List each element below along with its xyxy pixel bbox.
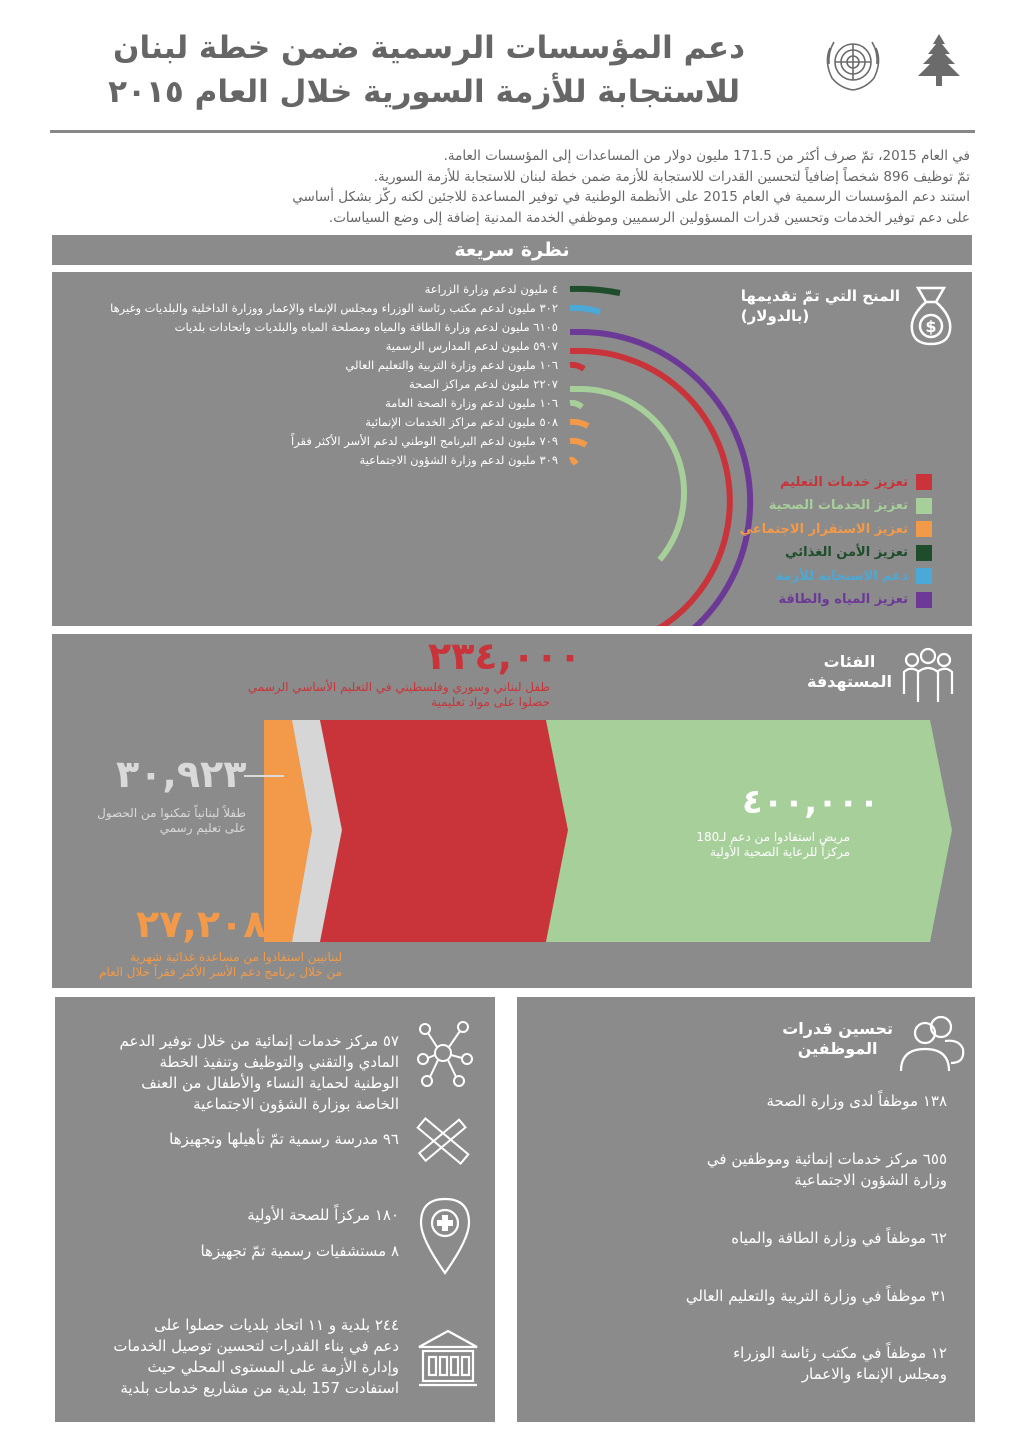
service-item-municipalities: [113, 1315, 399, 1399]
grant-bar: [570, 460, 576, 464]
legend-label: دعم الاستجابة للأزمة: [775, 568, 908, 584]
legend-swatch: [916, 568, 932, 584]
lebanese-children-line1: طفلاً لبنانياً تمكنوا من الحصول: [97, 806, 246, 820]
grant-label: ٣٠٩ مليون لدعم وزارة الشؤون الاجتماعية: [359, 453, 558, 467]
intro-paragraph: [55, 146, 970, 228]
grant-bar: [570, 403, 582, 407]
grant-bar: [570, 308, 600, 312]
food-number: ٢٧,٢٠٨: [136, 902, 267, 946]
staff-heading-line1: تحسين قدرات: [782, 1019, 893, 1038]
legend-item: [769, 498, 932, 514]
grants-heading-line1: المنح التي تمّ تقديمها: [740, 287, 900, 305]
legend-item: [776, 568, 932, 584]
children-caption: [170, 680, 550, 710]
children-caption-line1: طفل لبناني وسوري وفلسطيني في التعليم الأساسي الرسمي: [247, 680, 550, 694]
staff-item-pm-office: [733, 1343, 947, 1385]
legend-label: تعزيز خدمات التعليم: [780, 474, 908, 490]
service-line: الوطنية لحماية النساء والأطفال من العنف: [141, 1074, 399, 1092]
grant-label: ٣٠٢ مليون لدعم مكتب رئاسة الوزراء ومجلس الإنماء والإعمار ووزارة الداخلية والبلديات وغيرها: [110, 301, 558, 315]
food-caption: [56, 950, 342, 980]
patients-number: ٤٠٠,٠٠٠: [742, 782, 880, 822]
staff-line: ومجلس الإنماء والاعمار: [801, 1365, 947, 1383]
grant-label: ٥٠٨ مليون لدعم مراكز الخدمات الإنمائية: [365, 415, 558, 429]
grant-bar: [570, 441, 586, 445]
health-pin-icon: [417, 1195, 473, 1277]
service-line: الخاصة بوزارة الشؤون الاجتماعية: [193, 1095, 399, 1113]
grant-bar: [570, 365, 584, 369]
grant-label: ٦١٠٥ مليون لدعم وزارة الطاقة والمياه ومصلحة المياه والبلديات واتحادات بلديات: [174, 320, 558, 334]
staff-line: ١٢ موظفاً في مكتب رئاسة الوزراء: [733, 1344, 947, 1362]
cedar-tree-icon: [908, 30, 970, 92]
staff-heading: [782, 1019, 893, 1059]
staff-panel: [517, 997, 975, 1422]
legend-swatch: [916, 545, 932, 561]
beneficiaries-heading-line2: المستهدفة: [806, 672, 892, 691]
grant-label: ٥٩٠٧ مليون لدعم المدارس الرسمية: [385, 339, 558, 353]
intro-line: في العام 2015، تمّ صرف أكثر من 171.5 مليون دولار من المساعدات إلى المؤسسات العامة.: [443, 148, 970, 164]
grant-label: ١٠٦ مليون لدعم وزارة التربية والتعليم العالي: [345, 358, 558, 372]
municipality-building-icon: [415, 1327, 481, 1391]
grant-label: ٤ مليون لدعم وزارة الزراعة: [424, 282, 558, 296]
grants-heading-line2: (بالدولار): [740, 307, 810, 325]
network-icon: [415, 1019, 473, 1089]
service-line: وإدارة الأزمة على المستوى المحلي حيث: [147, 1358, 399, 1376]
svg-text:$: $: [925, 317, 937, 336]
legend-item: [785, 545, 932, 561]
grant-bar: [570, 289, 620, 293]
glance-title: نظرة سريعة: [52, 235, 972, 265]
service-item-schools: ٩٦ مدرسة رسمية تمّ تأهيلها وتجهيزها: [169, 1130, 399, 1148]
service-line: ٥٧ مركز خدمات إنمائية من خلال توفير الدعم: [119, 1032, 399, 1050]
legend-item: [780, 474, 932, 490]
grant-label: ١٠٦ مليون لدعم وزارة الصحة العامة: [385, 396, 558, 410]
services-panel: [55, 997, 495, 1422]
staff-line: ٦٥٥ مركز خدمات إنمائية وموظفين في: [706, 1150, 947, 1168]
service-item-centers: [120, 1031, 399, 1115]
pencil-ruler-icon: [413, 1113, 473, 1169]
legend-label: تعزيز الخدمات الصحية: [768, 498, 908, 513]
beneficiaries-heading-line1: الفئات: [823, 652, 876, 671]
page-title-line1: دعم المؤسسات الرسمية ضمن خطة لبنان: [113, 30, 745, 66]
legend-label: تعزيز الاستقرار الاجتماعي: [739, 521, 908, 537]
legend-item: [740, 521, 932, 537]
legend-swatch: [916, 498, 932, 514]
staff-group-icon: [895, 1009, 969, 1075]
staff-item-education: ٣١ موظفاً في وزارة التربية والتعليم العالي: [685, 1287, 947, 1305]
grant-arc: [570, 389, 684, 560]
service-line: المادي والتقني والتوظيف وتنفيذ الخطة: [159, 1053, 399, 1071]
grant-label: ٧٠٩ مليون لدعم البرنامج الوطني لدعم الأسر الأكثر فقراً: [291, 434, 558, 448]
staff-item-health: ١٣٨ موظفاً لدى وزارة الصحة: [766, 1092, 947, 1110]
grant-arc: [551, 332, 751, 626]
legend-swatch: [916, 474, 932, 490]
food-line1: لبنانيين استفادوا من مساعدة غذائية شهرية: [130, 950, 342, 964]
staff-line: وزارة الشؤون الاجتماعية: [794, 1171, 947, 1189]
service-line: استفادت 157 بلدية من مشاريع خدمات بلدية: [120, 1379, 399, 1397]
patients-line2: مركزاً للرعاية الصحية الأولية: [710, 845, 850, 859]
legend-item: [778, 592, 932, 608]
lebanese-children-line2: على تعليم رسمي: [159, 821, 246, 835]
un-emblem-icon: [818, 30, 888, 96]
children-number: ٢٣٤,٠٠٠: [428, 634, 582, 678]
intro-line: تمّ توظيف 896 شخصاً إضافياً لتحسين القدرات للاستجابة للأزمة ضمن خطة لبنان للاستجابة للأزمة السورية.: [373, 168, 970, 185]
staff-item-social: [707, 1149, 947, 1191]
legend-swatch: [916, 592, 932, 608]
beneficiaries-panel: [52, 634, 972, 988]
intro-line: على دعم توفير الخدمات وتحسين قدرات المسؤولين الرسميين وموظفي الخدمة المدنية إضافة إلى وضع السياسات.: [328, 209, 970, 226]
lebanese-children-caption: [66, 806, 246, 836]
page-title-line2: للاستجابة للأزمة السورية خلال العام ٢٠١٥: [108, 74, 740, 110]
legend-label: تعزيز الأمن الغذائي: [785, 545, 908, 560]
lebanese-children-number: ٣٠,٩٢٣: [116, 752, 247, 796]
staff-heading-line2: الموظفين: [797, 1039, 878, 1058]
patients-caption: [662, 830, 850, 860]
service-line: ٢٤٤ بلدية و ١١ اتحاد بلديات حصلوا على: [154, 1316, 399, 1334]
grant-bar: [570, 422, 588, 426]
legend-label: تعزيز المياه والطاقة: [778, 592, 908, 607]
food-line2: من خلال برنامج دعم الأسر الأكثر فقراً خلال العام: [99, 965, 342, 979]
patients-line1: مريض استفادوا من دعم لـ180: [696, 830, 850, 844]
children-caption-line2: حصلوا على مواد تعليمية: [431, 695, 550, 709]
header-divider: [50, 130, 975, 133]
grants-panel: [52, 272, 972, 626]
staff-item-energy: ٦٢ موظفاً في وزارة الطاقة والمياه: [731, 1229, 947, 1247]
service-item-hospitals: ٨ مستشفيات رسمية تمّ تجهيزها: [200, 1242, 399, 1260]
grant-label: ٢٢٠٧ مليون لدعم مراكز الصحة: [408, 377, 558, 391]
service-line: دعم في بناء القدرات لتحسين توصيل الخدمات: [113, 1337, 399, 1355]
intro-line: استند دعم المؤسسات الرسمية في العام 2015 على الأنظمة الوطنية في توفير المساعدة للاجئين لكنه ركّز بشكل أساسي: [292, 189, 970, 205]
flow-red-band: [320, 720, 568, 942]
legend-swatch: [916, 521, 932, 537]
service-item-health-centers: ١٨٠ مركزاً للصحة الأولية: [247, 1206, 399, 1224]
